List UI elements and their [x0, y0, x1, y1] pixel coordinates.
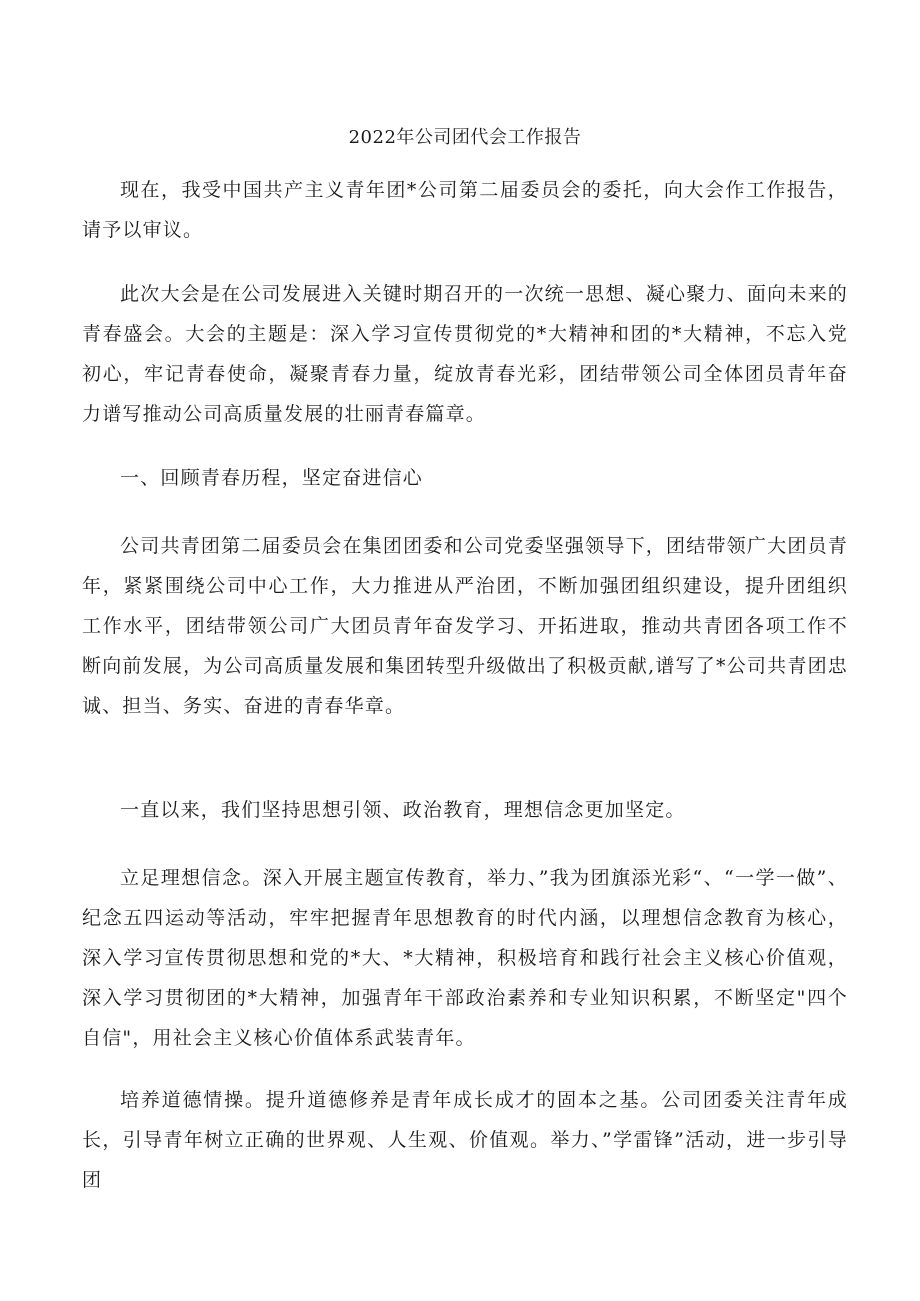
- paragraph-review: 公司共青团第二届委员会在集团团委和公司党委坚强领导下，团结带领广大团员青年，紧紧围绕公司中心工作，大力推进从严治团，不断加强团组织建设，提升团组织工作水平，团结带领公司广大团员青年奋发学习、开拓进取，推动共青团各项工作不断向前发展，为公司高质量发展和集团转型升级做出了积极贡献,谱写了*公司共青团忠诚、担当、务实、奋进的青春华章。: [82, 535, 848, 717]
- paragraph-theme: 此次大会是在公司发展进入关键时期召开的一次统一思想、凝心聚力、面向未来的青春盛会。大会的主题是：深入学习宣传贯彻党的*大精神和团的*大精神，不忘入党初心，牢记青春使命，凝聚青春力量，绽放青春光彩，团结带领公司全体团员青年奋力谱写推动公司高质量发展的壮丽青春篇章。: [82, 283, 848, 425]
- paragraph-opening: 现在，我受中国共产主义青年团*公司第二届委员会的委托，向大会作工作报告，请予以审议。: [82, 179, 848, 241]
- paragraph-ideals: 立足理想信念。深入开展主题宣传教育，举力、”我为团旗添光彩“、“一学一做”、纪念五四运动等活动，牢牢把握青年思想教育的时代内涵，以理想信念教育为核心，深入学习宣传贯彻思想和党的*大、*大精神，积极培育和践行社会主义核心价值观，深入学习贯彻团的*大精神，加强青年干部政治素养和专业知识积累，不断坚定"四个自信"，用社会主义核心价值体系武装青年。: [82, 867, 848, 1049]
- paragraph-morals: 培养道德情操。提升道德修养是青年成长成才的固本之基。公司团委关注青年成长，引导青年树立正确的世界观、人生观、价值观。举力、”学雷锋”活动，进一步引导团: [82, 1089, 848, 1191]
- paragraph-summary: 一直以来，我们坚持思想引领、政治教育，理想信念更加坚定。: [120, 799, 686, 821]
- document-title: 2022年公司团代会工作报告: [348, 127, 582, 148]
- section-heading-1: 一、回顾青春历程，坚定奋进信心: [120, 467, 424, 489]
